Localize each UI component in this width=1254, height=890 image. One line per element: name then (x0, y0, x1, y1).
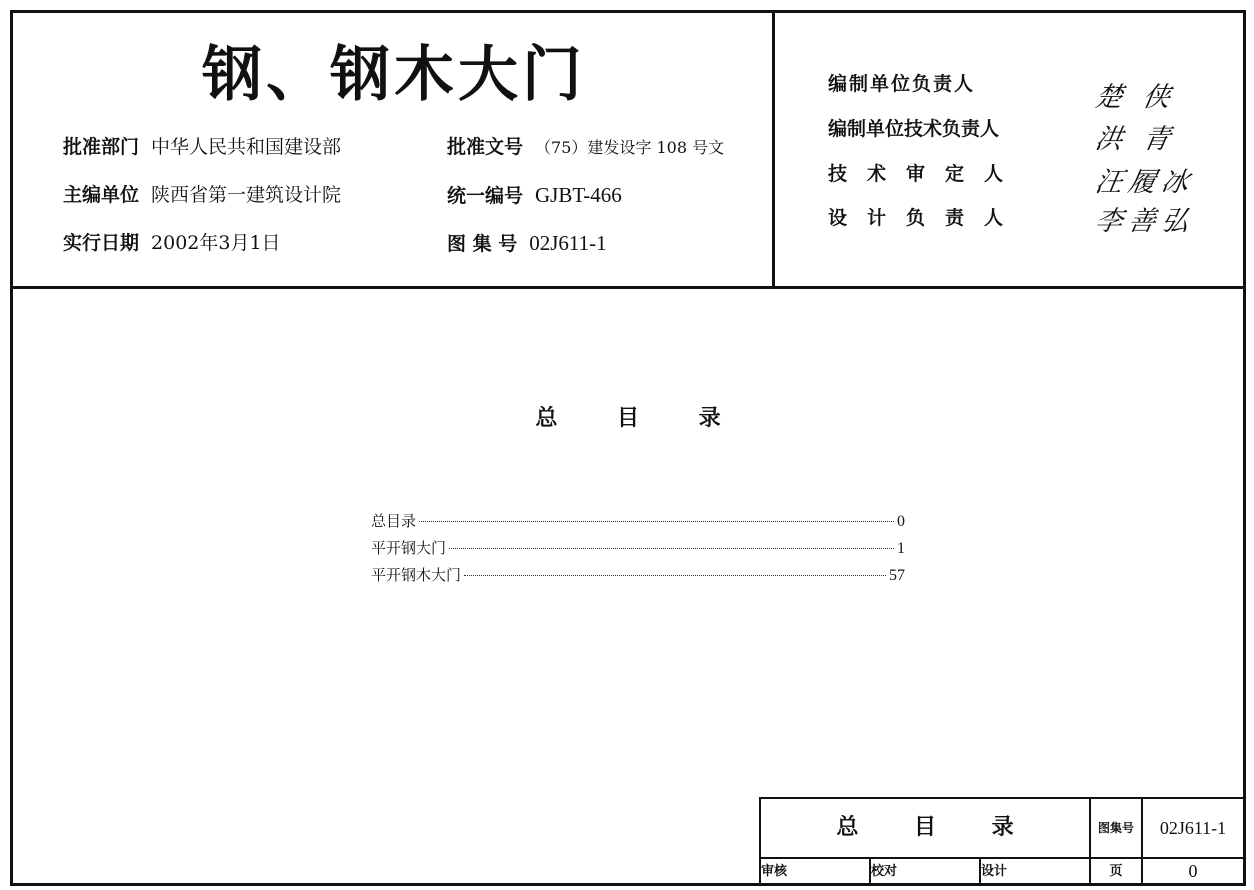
atlas-no-value: 02J611-1 (529, 231, 607, 255)
publication-info (13, 13, 775, 286)
contents-item-page: 0 (897, 513, 905, 530)
responsibility-panel (778, 13, 1243, 286)
chief-unit-label: 主编单位 (63, 184, 140, 206)
title-block-page-value: 0 (1188, 861, 1198, 881)
contents-item-name: 平开钢木大门 (371, 566, 462, 584)
unified-no-label: 统一编号 (447, 185, 524, 207)
effective-date-label: 实行日期 (63, 232, 140, 254)
resp-label-design-lead: 设计负责人 (828, 207, 1024, 229)
unified-no-value: GJBT-466 (535, 183, 622, 207)
resp-label-tech-reviewer: 技术审定人 (828, 163, 1024, 185)
contents-title: 总 目 录 (535, 406, 747, 431)
check-cell (871, 859, 981, 886)
effective-date-row (63, 231, 281, 255)
signature-tech-head: 洪 青 (1092, 124, 1179, 155)
list-item[interactable] (371, 510, 905, 537)
title-block-title: 总 目 录 (761, 799, 1091, 859)
title-block-atlas-label: 图集号 (1091, 799, 1143, 859)
check-label: 校对 (871, 864, 898, 879)
review-cell (761, 859, 871, 886)
contents-item-page: 57 (889, 567, 905, 584)
document-title: 钢、钢木大门 (202, 40, 586, 110)
effective-date-value: 2002年3月1日 (151, 232, 281, 254)
title-block (759, 797, 1243, 886)
signature-design-lead: 李善弘 (1092, 206, 1198, 237)
unified-no-row (447, 183, 622, 208)
dot-leader (464, 575, 886, 576)
atlas-no-label: 图 集 号 (447, 233, 518, 255)
list-item[interactable] (371, 537, 905, 564)
contents-item-page: 1 (897, 540, 905, 557)
cover-header (13, 13, 1243, 289)
approval-dept-label: 批准部门 (63, 136, 140, 158)
chief-unit-value: 陕西省第一建筑设计院 (151, 184, 342, 206)
resp-label-tech-head: 编制单位技术负责人 (828, 118, 1000, 140)
contents-item-name: 总目录 (371, 512, 417, 530)
signature-tech-reviewer: 汪履冰 (1092, 167, 1198, 198)
contents-list (371, 510, 905, 591)
chief-unit-row (63, 183, 341, 207)
title-block-atlas-value: 02J611-1 (1143, 799, 1243, 859)
drawing-sheet (10, 10, 1246, 886)
atlas-no-row (447, 231, 607, 256)
resp-label-unit-head: 编制单位负责人 (828, 73, 976, 95)
approval-no-value: （75）建发设字 108 号文 (535, 138, 725, 157)
contents-item-name: 平开钢大门 (371, 539, 447, 557)
design-label: 设计 (981, 864, 1008, 879)
approval-no-row (447, 135, 724, 160)
design-cell (981, 859, 1091, 886)
dot-leader (449, 548, 894, 549)
approval-dept-value: 中华人民共和国建设部 (151, 136, 342, 158)
approval-no-label: 批准文号 (447, 136, 524, 158)
approval-dept-row (63, 135, 341, 159)
signature-unit-head: 楚 侠 (1092, 82, 1179, 113)
title-block-page-label: 页 (1091, 859, 1143, 886)
dot-leader (419, 521, 894, 522)
review-label: 审核 (761, 864, 788, 879)
list-item[interactable] (371, 564, 905, 591)
